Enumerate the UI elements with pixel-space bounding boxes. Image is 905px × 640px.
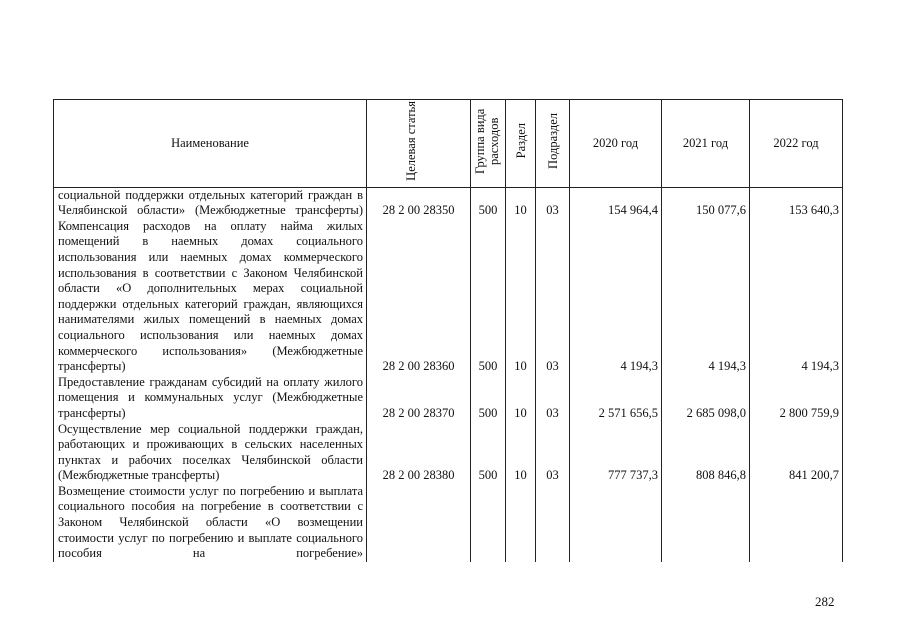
row-group <box>471 484 506 562</box>
header-2021: 2021 год <box>662 100 750 188</box>
table-row <box>54 484 843 562</box>
row-group: 500 <box>471 422 506 484</box>
row-2022: 841 200,7 <box>750 422 843 484</box>
row-2021: 808 846,8 <box>662 422 750 484</box>
row-2020 <box>570 484 662 562</box>
row-2020: 2 571 656,5 <box>570 375 662 422</box>
table-row <box>54 187 843 219</box>
table-row <box>54 422 843 484</box>
row-code: 28 2 00 28370 <box>367 375 471 422</box>
header-subsection: Подраздел <box>536 100 570 188</box>
row-2022: 4 194,3 <box>750 219 843 375</box>
row-2020: 154 964,4 <box>570 187 662 219</box>
budget-table <box>53 99 843 562</box>
row-section <box>506 484 536 562</box>
table-header <box>54 100 843 188</box>
row-name: социальной поддержки отдельных категорий граждан в Челябинской области» (Межбюджетные трансферты) <box>54 187 367 219</box>
row-code: 28 2 00 28360 <box>367 219 471 375</box>
row-name: Осуществление мер социальной поддержки граждан, работающих и проживающих в сельских населенных пунктах и рабочих поселках Челябинской области (Межбюджетные трансферты) <box>54 422 367 484</box>
header-code: Целевая статья <box>367 100 471 188</box>
row-2020: 4 194,3 <box>570 219 662 375</box>
table-row <box>54 375 843 422</box>
row-section: 10 <box>506 187 536 219</box>
row-code: 28 2 00 28380 <box>367 422 471 484</box>
row-code <box>367 484 471 562</box>
row-2020: 777 737,3 <box>570 422 662 484</box>
row-subsection: 03 <box>536 187 570 219</box>
row-2022: 2 800 759,9 <box>750 375 843 422</box>
row-2021: 4 194,3 <box>662 219 750 375</box>
row-code: 28 2 00 28350 <box>367 187 471 219</box>
header-2020: 2020 год <box>570 100 662 188</box>
page-number: 282 <box>815 594 835 609</box>
row-section: 10 <box>506 375 536 422</box>
header-section: Раздел <box>506 100 536 188</box>
header-2022: 2022 год <box>750 100 843 188</box>
row-2021: 2 685 098,0 <box>662 375 750 422</box>
header-group: Группа вида расходов <box>471 100 506 188</box>
row-section: 10 <box>506 422 536 484</box>
row-name: Компенсация расходов на оплату найма жилых помещений в наемных домах социального использования или наемных домах коммерческого использования в соответствии с Законом Челябинской области «О дополнительных мерах социальной поддержки отдельных категорий граждан, являющихся нанимателями жилых помещений в наемных домах социального использования или наемных домах коммерческого использования» (Межбюджетные трансферты) <box>54 219 367 375</box>
row-subsection: 03 <box>536 219 570 375</box>
header-name: Наименование <box>54 100 367 188</box>
row-2022 <box>750 484 843 562</box>
row-name: Предоставление гражданам субсидий на оплату жилого помещения и коммунальных услуг (Межбюджетные трансферты) <box>54 375 367 422</box>
row-section: 10 <box>506 219 536 375</box>
row-2021 <box>662 484 750 562</box>
row-subsection: 03 <box>536 375 570 422</box>
row-group: 500 <box>471 219 506 375</box>
row-2021: 150 077,6 <box>662 187 750 219</box>
table-row <box>54 219 843 375</box>
row-group: 500 <box>471 187 506 219</box>
row-name: Возмещение стоимости услуг по погребению и выплата социального пособия на погребение в соответствии с Законом Челябинской области «О возмещении стоимости услуг по погребению и выплате социального пособия на погребение» <box>54 484 367 562</box>
row-2022: 153 640,3 <box>750 187 843 219</box>
row-group: 500 <box>471 375 506 422</box>
row-subsection <box>536 484 570 562</box>
row-subsection: 03 <box>536 422 570 484</box>
